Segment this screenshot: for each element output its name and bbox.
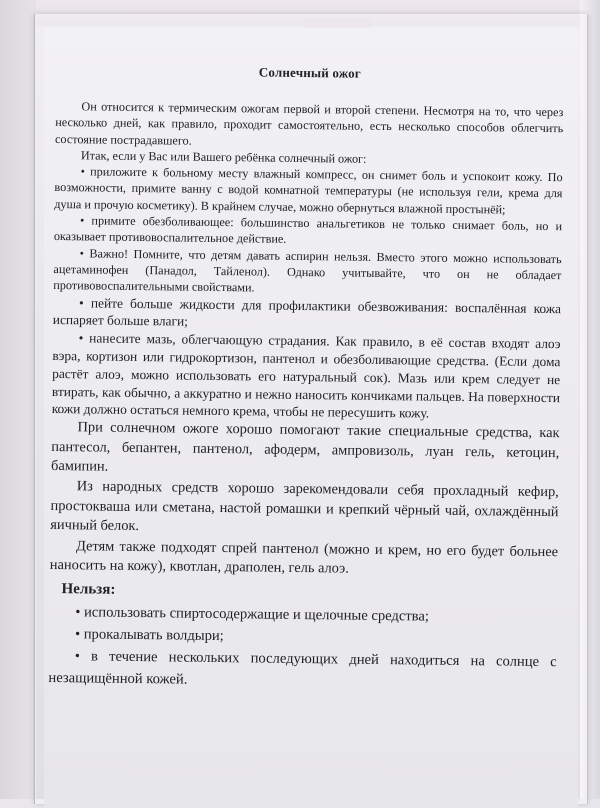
forbidden-item: • использовать спиртосодержащие и щелочные средства; [75,604,430,625]
forbidden-heading: Нельзя: [61,581,116,599]
bullet-painkiller: • примите обезболивающее: большинство анальгетиков не только снимает боль, но и оказывает противовоспалительное действие. [53,213,563,247]
paragraph-folk-remedies: Из народных средств хорошо зарекомендовали себя прохладный кефир, простокваша или сметана, настой ромашки и крепкий чёрный чай, охлаждённый яичный белок. [50,478,559,535]
bullet-aspirin-warning: • Важно! Помните, что детям давать аспирин нельзя. Вместо этого можно использовать ацетаминофен (Панадол, Тайленол). Однако учитывайте, что он не обладает противовоспалительными свойствами. [53,245,562,295]
section-remedies [50,418,560,581]
bullet-compress: • приложите к больному месту влажный компресс, он снимет боль и успокоит кожу. По возможности, примите ванну с водой комнатной температуры (не используя гели, крема для душа и прочую косметику). В крайнем случае, можно обернуться влажной простынёй; [54,164,563,217]
document-page [48,62,564,696]
paragraph-if-burn: Итак, если у Вас или Вашего ребёнка солнечный ожог: [80,148,367,166]
section-care [52,294,561,425]
paragraph-special-remedies: При солнечном ожоге хорошо помогают такие специальные средства, как пантесол, бепантен, пантенол, афодерм, ампровизоль, луан гель, кетоцин, бамипин. [50,419,560,475]
bullet-fluids: • пейте больше жидкости для профилактики обезвоживания: воспалённая кожа испаряет больше влаги; [52,294,562,329]
window-frame-left [0,0,36,799]
section-intro [53,98,563,300]
document-title: Солнечный ожог [258,64,362,81]
section-forbidden [48,601,557,695]
forbidden-item: • в течение нескольких последующих дней находиться на солнце с незащищённой кожей. [48,648,557,689]
forbidden-item: • прокалывать волдыри; [74,626,224,645]
bullet-ointment: • нанесите мазь, облегчающую страдания. Как правило, в её состав входят алоэ вэра, кортизон или гидрокортизон, пантенол и обезболивающие средства. (Если дома растёт алоэ, можно использовать его натуральный сок). Мазь или крем следует не втирать, как обычно, а аккуратно и нежно наносить кончиками пальцев. На поверхности кожи должно остаться немного крема, чтобы не пересушить кожу. [51,330,561,421]
paragraph-children: Детям также подходят спрей пантенол (можно и крем, но его будет больнее наносить на кожу), квотлан, драполен, гель алоэ. [49,537,559,577]
paragraph-intro: Он относится к термическим ожогам первой и второй степени. Несмотря на то, что через несколько дней, как правило, проходит самостоятельно, есть несколько способов облегчить состояние пострадавшего. [54,99,564,148]
